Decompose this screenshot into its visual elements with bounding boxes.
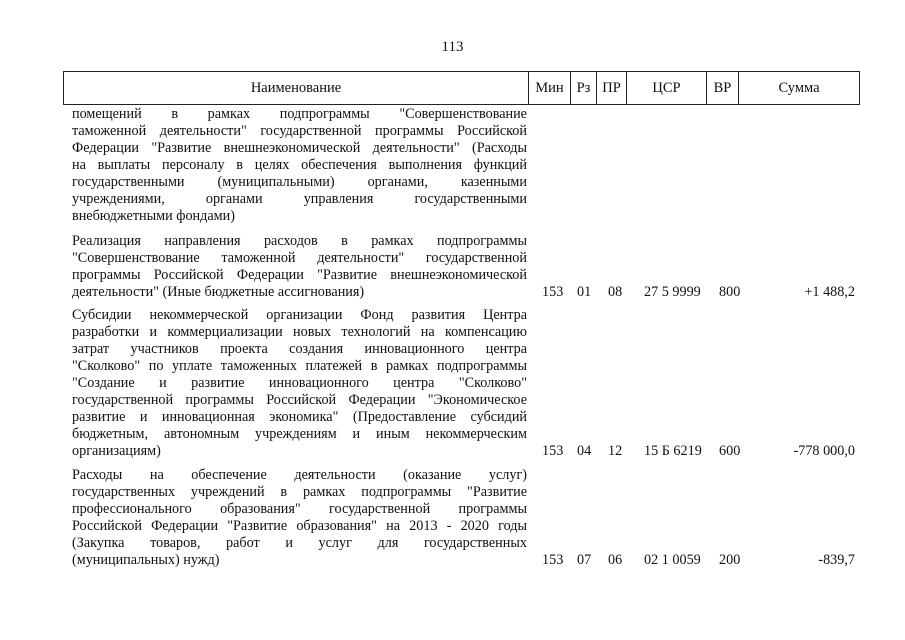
table-row bbox=[72, 307, 862, 460]
cell-vr: 600 bbox=[719, 443, 741, 459]
name-line: государственной программы Российской Федерации "Экономическое bbox=[72, 392, 527, 408]
cell-csr: 15 Б 6219 bbox=[644, 443, 702, 459]
cell-csr: 27 5 9999 bbox=[644, 284, 701, 300]
page-number: 113 bbox=[441, 39, 464, 55]
name-line: программы Российской Федерации "Развитие внешнеэкономической bbox=[72, 267, 527, 283]
name-line: государственных учреждений в рамках подпрограммы "Развитие bbox=[72, 484, 527, 500]
cell-vr: 800 bbox=[719, 284, 741, 300]
cell-min: 153 bbox=[542, 284, 564, 300]
name-line: Расходы на обеспечение деятельности (оказание услуг) bbox=[72, 467, 527, 483]
name-line: деятельности" (Иные бюджетные ассигнования) bbox=[72, 284, 365, 300]
name-line: учреждениями, органами управления государственными bbox=[72, 191, 527, 207]
name-line: внебюджетными фондами) bbox=[72, 208, 235, 224]
header-vr: ВР bbox=[707, 72, 739, 104]
table-row bbox=[72, 233, 862, 301]
header-rz: Рз bbox=[571, 72, 597, 104]
name-line: государственными (муниципальными) органами, казенными bbox=[72, 174, 527, 190]
cell-rz: 07 bbox=[577, 552, 592, 568]
name-line: (муниципальных) нужд) bbox=[72, 552, 220, 568]
cell-sum: -778 000,0 bbox=[793, 443, 855, 459]
row-codes bbox=[72, 552, 862, 569]
cell-csr: 02 1 0059 bbox=[644, 552, 701, 568]
cell-pr: 06 bbox=[608, 552, 623, 568]
name-line: "Сколково" по уплате таможенных платежей в рамках подпрограммы bbox=[72, 358, 527, 374]
cell-rz: 04 bbox=[577, 443, 592, 459]
cell-pr: 12 bbox=[608, 443, 623, 459]
name-line: бюджетным, автономным учреждениям и иным некоммерческим bbox=[72, 426, 527, 442]
name-line: помещений в рамках подпрограммы "Совершенствование bbox=[72, 106, 527, 122]
cell-vr: 200 bbox=[719, 552, 741, 568]
header-min: Мин bbox=[529, 72, 571, 104]
header-pr: ПР bbox=[597, 72, 627, 104]
table-header bbox=[63, 71, 860, 105]
name-line: таможенной деятельности" государственной программы Российской bbox=[72, 123, 527, 139]
name-line: "Создание и развитие инновационного центра "Сколково" bbox=[72, 375, 527, 391]
row-name bbox=[72, 307, 527, 460]
name-line: "Совершенствование таможенной деятельности" государственной bbox=[72, 250, 527, 266]
cell-sum: +1 488,2 bbox=[804, 284, 855, 300]
table-row bbox=[72, 467, 862, 569]
table-row bbox=[72, 106, 862, 225]
name-line: Реализация направления расходов в рамках подпрограммы bbox=[72, 233, 527, 249]
cell-min: 153 bbox=[542, 552, 564, 568]
name-line: Российской Федерации "Развитие образования" на 2013 - 2020 годы bbox=[72, 518, 527, 534]
name-line: Федерации "Развитие внешнеэкономической деятельности" (Расходы bbox=[72, 140, 527, 156]
name-line: затрат участников проекта создания инновационного центра bbox=[72, 341, 527, 357]
cell-sum: -839,7 bbox=[818, 552, 855, 568]
name-line: развитие и инновационная экономика" (Предоставление субсидий bbox=[72, 409, 527, 425]
cell-pr: 08 bbox=[608, 284, 623, 300]
name-line: разработки и коммерциализации новых технологий на компенсацию bbox=[72, 324, 527, 340]
row-name bbox=[72, 106, 527, 225]
name-line: Субсидии некоммерческой организации Фонд развития Центра bbox=[72, 307, 527, 323]
cell-min: 153 bbox=[542, 443, 564, 459]
header-csr: ЦСР bbox=[627, 72, 707, 104]
header-name: Наименование bbox=[64, 72, 529, 104]
name-line: на выплаты персоналу в целях обеспечения выполнения функций bbox=[72, 157, 527, 173]
cell-rz: 01 bbox=[577, 284, 592, 300]
name-line: организациям) bbox=[72, 443, 161, 459]
name-line: (Закупка товаров, работ и услуг для государственных bbox=[72, 535, 527, 551]
header-sum: Сумма bbox=[778, 79, 820, 96]
row-codes bbox=[72, 284, 862, 301]
name-line: профессионального образования" государственной программы bbox=[72, 501, 527, 517]
row-codes bbox=[72, 443, 862, 460]
